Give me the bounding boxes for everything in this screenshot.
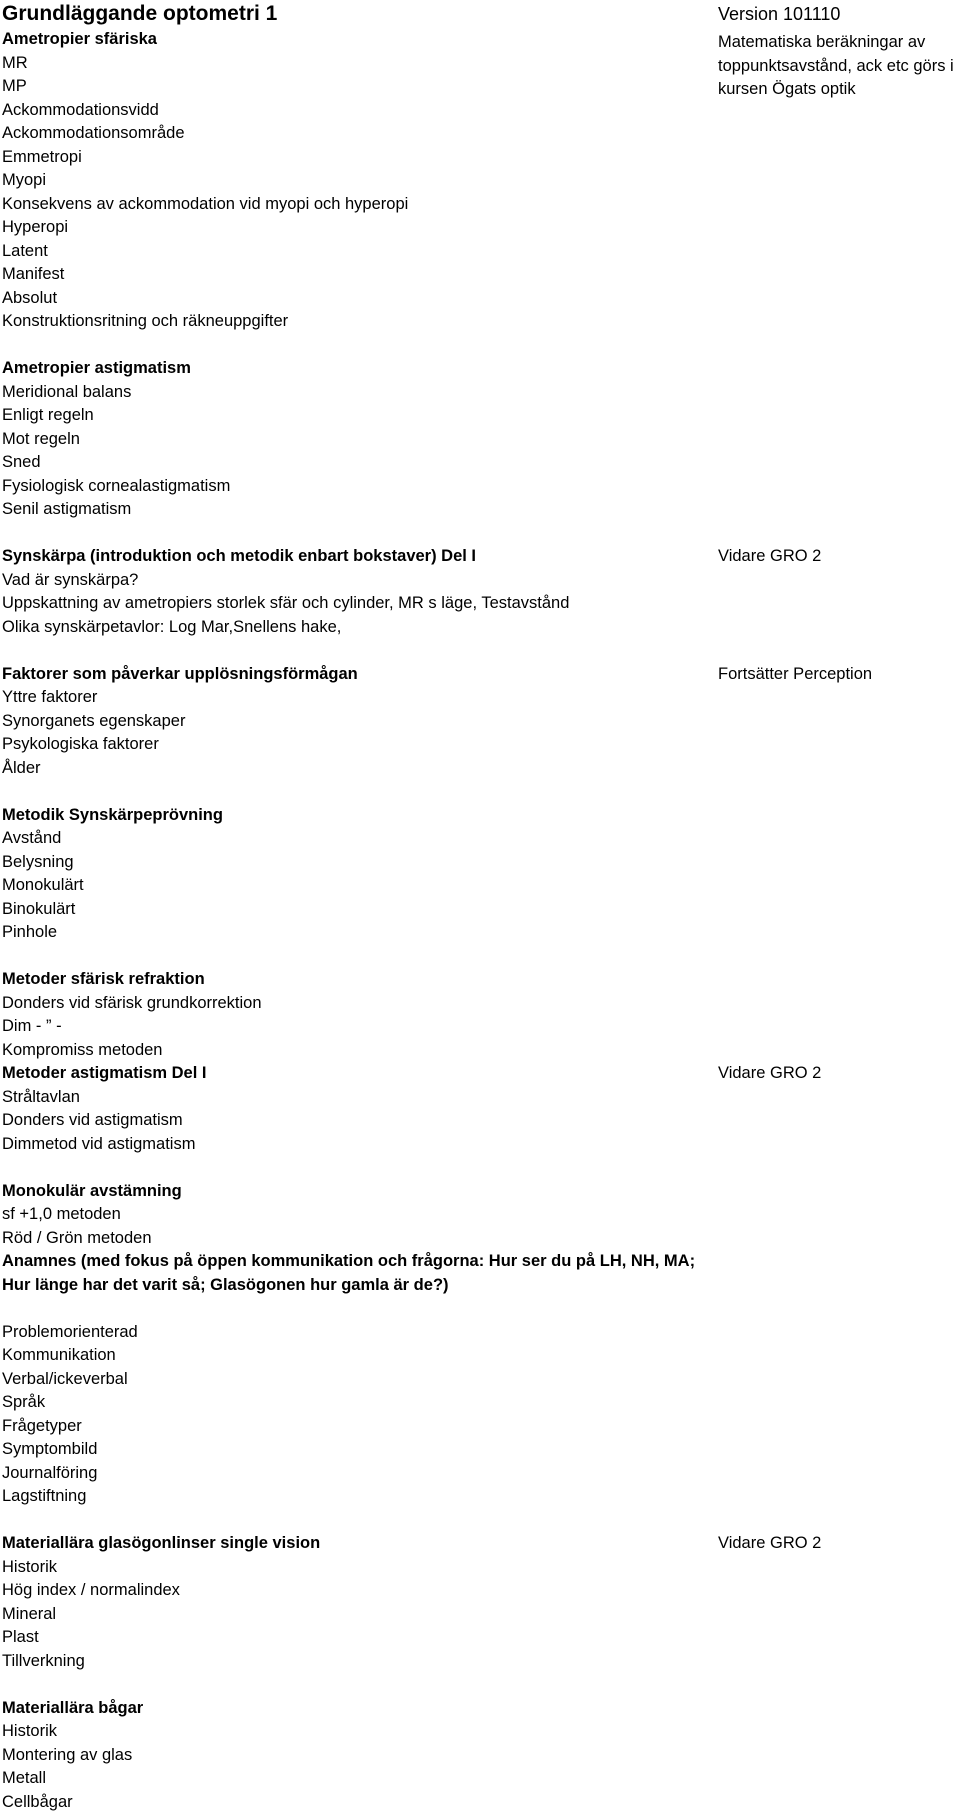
list-item: Tillverkning (2, 1651, 85, 1670)
version-label: Version 101110 (718, 4, 841, 24)
section (2, 545, 822, 639)
list-item: Vad är synskärpa? (2, 570, 139, 589)
list-item: Belysning (2, 852, 74, 871)
section-heading: Faktorer som påverkar upplösningsförmågan Fortsätter Perception (2, 663, 702, 687)
section (2, 1532, 822, 1673)
section (2, 968, 702, 1062)
spacer (2, 1509, 702, 1533)
list-item: Montering av glas (2, 1745, 133, 1764)
spacer (2, 945, 702, 969)
side-note: Matematiska beräkningar av toppunktsavstånd, ack etc görs i kursen Ögats optik (718, 33, 954, 98)
list-item: Lagstiftning (2, 1487, 87, 1505)
spacer (2, 1297, 702, 1321)
section-heading: Materiallära bågar (2, 1698, 144, 1717)
spacer (2, 1673, 702, 1697)
section (2, 1250, 702, 1297)
list-item: Emmetropi (2, 147, 82, 166)
list-item: Historik (2, 1722, 58, 1740)
list-item: Absolut (2, 288, 58, 307)
section (2, 1062, 822, 1156)
section-side-note: Vidare GRO 2 (718, 547, 822, 565)
document-title: Grundläggande optometri 1 (2, 2, 278, 25)
section (2, 1180, 702, 1251)
section-heading: Metoder sfärisk refraktion (2, 970, 205, 988)
section-heading: Ametropier sfäriska (2, 30, 157, 48)
list-item: Fysiologisk cornealastigmatism (2, 476, 231, 495)
list-item: Symptombild (2, 1440, 98, 1458)
list-item: Avstånd (2, 829, 62, 847)
list-item: Myopi (2, 171, 47, 189)
section (2, 663, 873, 781)
list-item: Pinhole (2, 923, 58, 941)
list-item: Uppskattning av ametropiers storlek sfär och cylinder, MR s läge, Testavstånd (2, 594, 570, 612)
list-item: Historik (2, 1557, 58, 1576)
list-item: Dim - ” - (2, 1017, 62, 1035)
spacer (2, 780, 702, 804)
list-item: Verbal/ickeverbal (2, 1369, 128, 1388)
list-item: Kommunikation (2, 1346, 116, 1364)
list-item: Ackommodationsområde (2, 124, 185, 142)
list-item: Språk (2, 1393, 46, 1411)
list-item: Röd / Grön metoden (2, 1228, 152, 1247)
spacer (2, 334, 702, 358)
list-item: Journalföring (2, 1463, 98, 1482)
list-item: Cellbågar (2, 1792, 73, 1811)
list-item: Manifest (2, 265, 65, 283)
spacer (2, 1156, 702, 1180)
section (2, 28, 702, 334)
list-item: Metall (2, 1769, 47, 1787)
section-heading: Monokulär avstämning (2, 1181, 182, 1200)
section (2, 1697, 702, 1815)
list-item: Meridional balans (2, 382, 132, 401)
list-item: Sned (2, 453, 41, 471)
spacer (2, 639, 702, 663)
list-item: Senil astigmatism (2, 500, 132, 518)
list-item: Hyperopi (2, 218, 69, 236)
list-item: Mineral (2, 1604, 57, 1623)
section-heading: Synskärpa (introduktion och metodik enbart bokstaver) Del I Vidare GRO 2 (2, 545, 702, 569)
list-item: Frågetyper (2, 1416, 82, 1435)
section-side-note: Vidare GRO 2 (718, 1064, 822, 1082)
list-item: Dimmetod vid astigmatism (2, 1134, 196, 1153)
list-item: Synorganets egenskaper (2, 711, 186, 730)
list-item: Latent (2, 241, 48, 260)
list-item: Psykologiska faktorer (2, 735, 159, 753)
list-item: Problemorienterad (2, 1322, 138, 1341)
section (2, 357, 702, 522)
list-item: Kompromiss metoden (2, 1040, 163, 1059)
section (2, 1321, 702, 1509)
list-item: sf +1,0 metoden (2, 1205, 121, 1223)
section-heading: Ametropier astigmatism (2, 359, 191, 377)
list-item: Plast (2, 1628, 39, 1646)
list-item: Monokulärt (2, 876, 84, 894)
list-item: Hög index / normalindex (2, 1581, 180, 1599)
section-side-note: Fortsätter Perception (718, 664, 873, 683)
list-item: Ålder (2, 758, 41, 777)
section-heading: Anamnes (med fokus på öppen kommunikation och frågorna: Hur ser du på LH, NH, MA; Hur länge har det varit så; Glasögonen hur gamla är de?) (2, 1252, 696, 1294)
list-item: Konstruktionsritning och räkneuppgifter (2, 312, 289, 330)
list-item: Ackommodationsvidd (2, 100, 159, 119)
section-side-note: Vidare GRO 2 (718, 1534, 822, 1552)
list-item: Konsekvens av ackommodation vid myopi och hyperopi (2, 194, 409, 213)
section-heading: Materiallära glasögonlinser single vision Vidare GRO 2 (2, 1532, 702, 1556)
section-heading: Metodik Synskärpeprövning (2, 805, 223, 824)
list-item: Donders vid sfärisk grundkorrektion (2, 993, 262, 1012)
list-item: Stråltavlan (2, 1087, 80, 1106)
list-item: Donders vid astigmatism (2, 1111, 183, 1129)
list-item: Mot regeln (2, 429, 80, 448)
list-item: Yttre faktorer (2, 688, 98, 706)
section-heading: Metoder astigmatism Del I Vidare GRO 2 (2, 1062, 702, 1086)
section (2, 804, 702, 945)
list-item: MR (2, 53, 28, 72)
list-item: Binokulärt (2, 899, 76, 918)
list-item: Enligt regeln (2, 406, 94, 424)
list-item: Olika synskärpetavlor: Log Mar,Snellens hake, (2, 617, 342, 636)
spacer (2, 522, 702, 546)
list-item: MP (2, 77, 27, 95)
